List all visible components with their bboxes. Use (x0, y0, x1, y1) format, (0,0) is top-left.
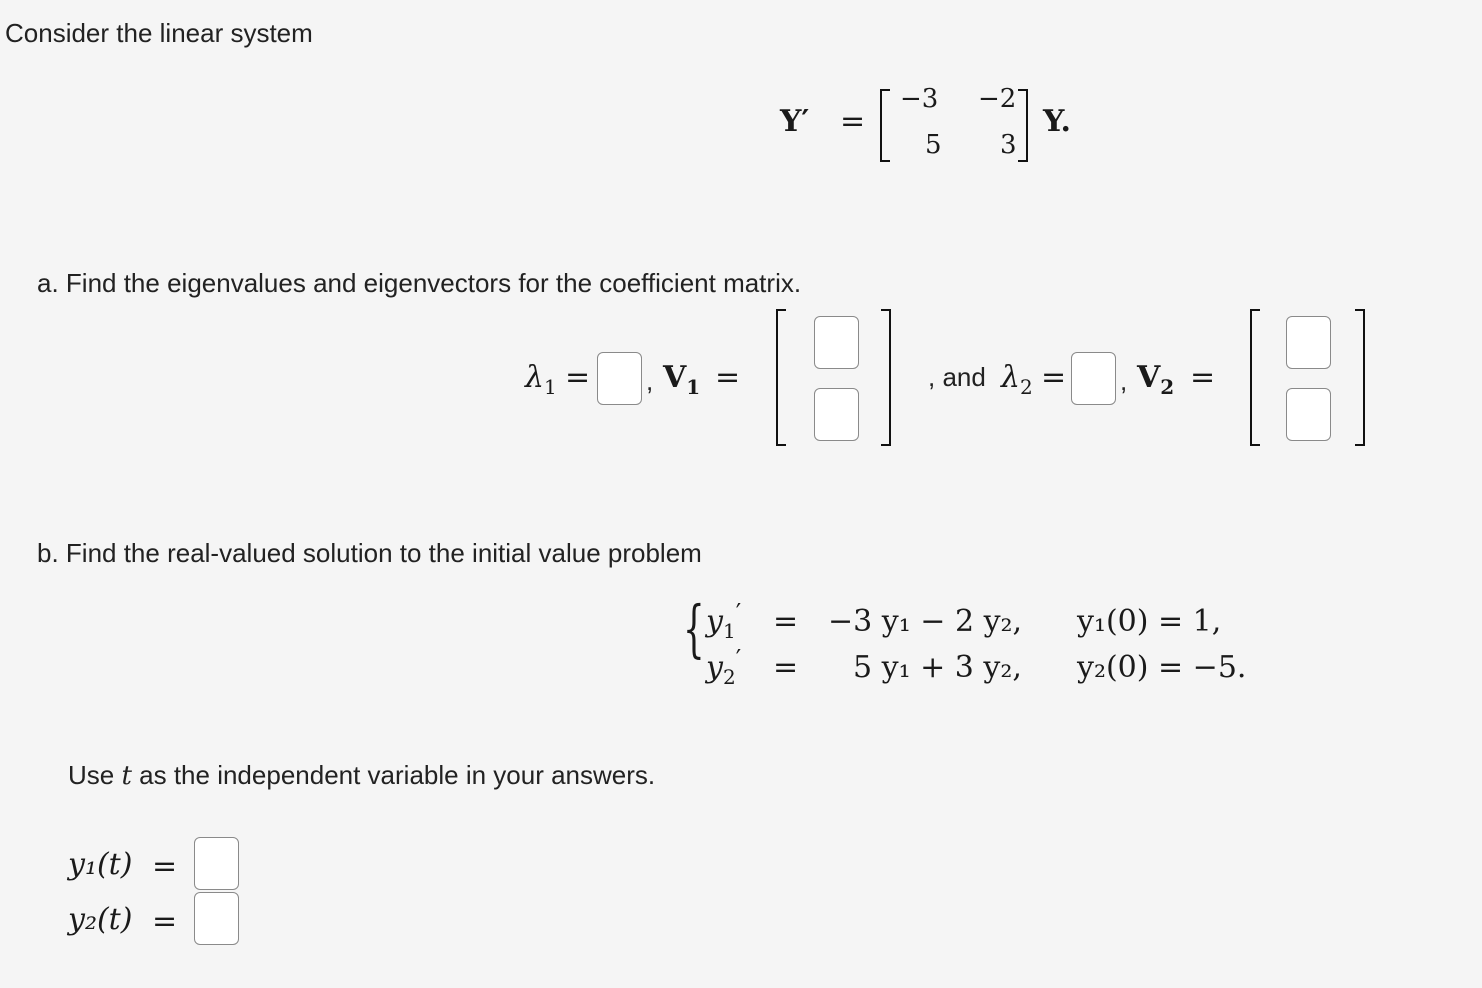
y2-answer-input[interactable] (194, 892, 239, 945)
v2-left-bracket (1250, 309, 1260, 446)
v2-right-bracket (1355, 309, 1365, 446)
ivp-row1-rhs: −3 y₁ − 2 y₂, (828, 604, 1023, 639)
ivp-row1-initial-condition: y₁(0) = 1, (1077, 604, 1222, 639)
v1-top-input[interactable] (814, 316, 859, 369)
part-b-prompt: b. Find the real-valued solution to the initial value problem (37, 538, 702, 568)
matrix-right-bracket (1018, 89, 1028, 162)
independent-variable-hint: Use t as the independent variable in your answers. (68, 760, 656, 791)
lambda1-input[interactable] (597, 352, 642, 405)
matrix-a22: 3 (1000, 130, 1017, 160)
matrix-a12: −2 (978, 84, 1017, 114)
v2-label: $V_2$ (1137, 360, 1175, 399)
lambda2-input[interactable] (1071, 352, 1116, 405)
matrix-a21: 5 (925, 130, 942, 160)
ivp-row2-lhs: $y_2'$ (706, 645, 742, 689)
y1-answer-input[interactable] (194, 837, 239, 890)
v1-left-bracket (776, 309, 786, 446)
ivp-row2-initial-condition: y₂(0) = −5. (1077, 650, 1247, 685)
lambda1-label: $\lambda_1$ (525, 360, 557, 399)
v1-equals: = (715, 360, 741, 395)
lambda2-equals: = (1041, 360, 1067, 395)
part-a-prompt: a. Find the eigenvalues and eigenvectors for the coefficient matrix. (37, 268, 802, 298)
system-equals: = (840, 104, 866, 139)
y2-answer-equals: = (152, 904, 178, 939)
v1-right-bracket (881, 309, 891, 446)
v1-label: $V_1$ (663, 360, 701, 399)
ivp-row2-equals: = (773, 650, 799, 685)
v2-equals: = (1190, 360, 1216, 395)
ivp-row1-lhs: $y_1'$ (706, 599, 742, 643)
lambda1-equals: = (565, 360, 591, 395)
y1-answer-equals: = (152, 849, 178, 884)
v2-bottom-input[interactable] (1286, 388, 1331, 441)
y2-answer-label: y₂(t) (68, 902, 133, 937)
intro-text: Consider the linear system (5, 18, 313, 48)
and-text: , and (928, 362, 986, 392)
y1-answer-label: y₁(t) (68, 847, 133, 882)
matrix-left-bracket (880, 89, 890, 162)
comma-2: , (1120, 366, 1128, 396)
lambda2-label: $\lambda_2$ (1001, 360, 1033, 399)
system-rhs: Y. (1043, 104, 1071, 139)
comma-1: , (646, 366, 654, 396)
ivp-row2-rhs: 5 y₁ + 3 y₂, (853, 650, 1022, 685)
matrix-a11: −3 (900, 84, 939, 114)
v1-bottom-input[interactable] (814, 388, 859, 441)
v2-top-input[interactable] (1286, 316, 1331, 369)
ivp-row1-equals: = (773, 604, 799, 639)
system-lhs: Y′ (780, 104, 810, 139)
system-brace: { (683, 592, 705, 665)
